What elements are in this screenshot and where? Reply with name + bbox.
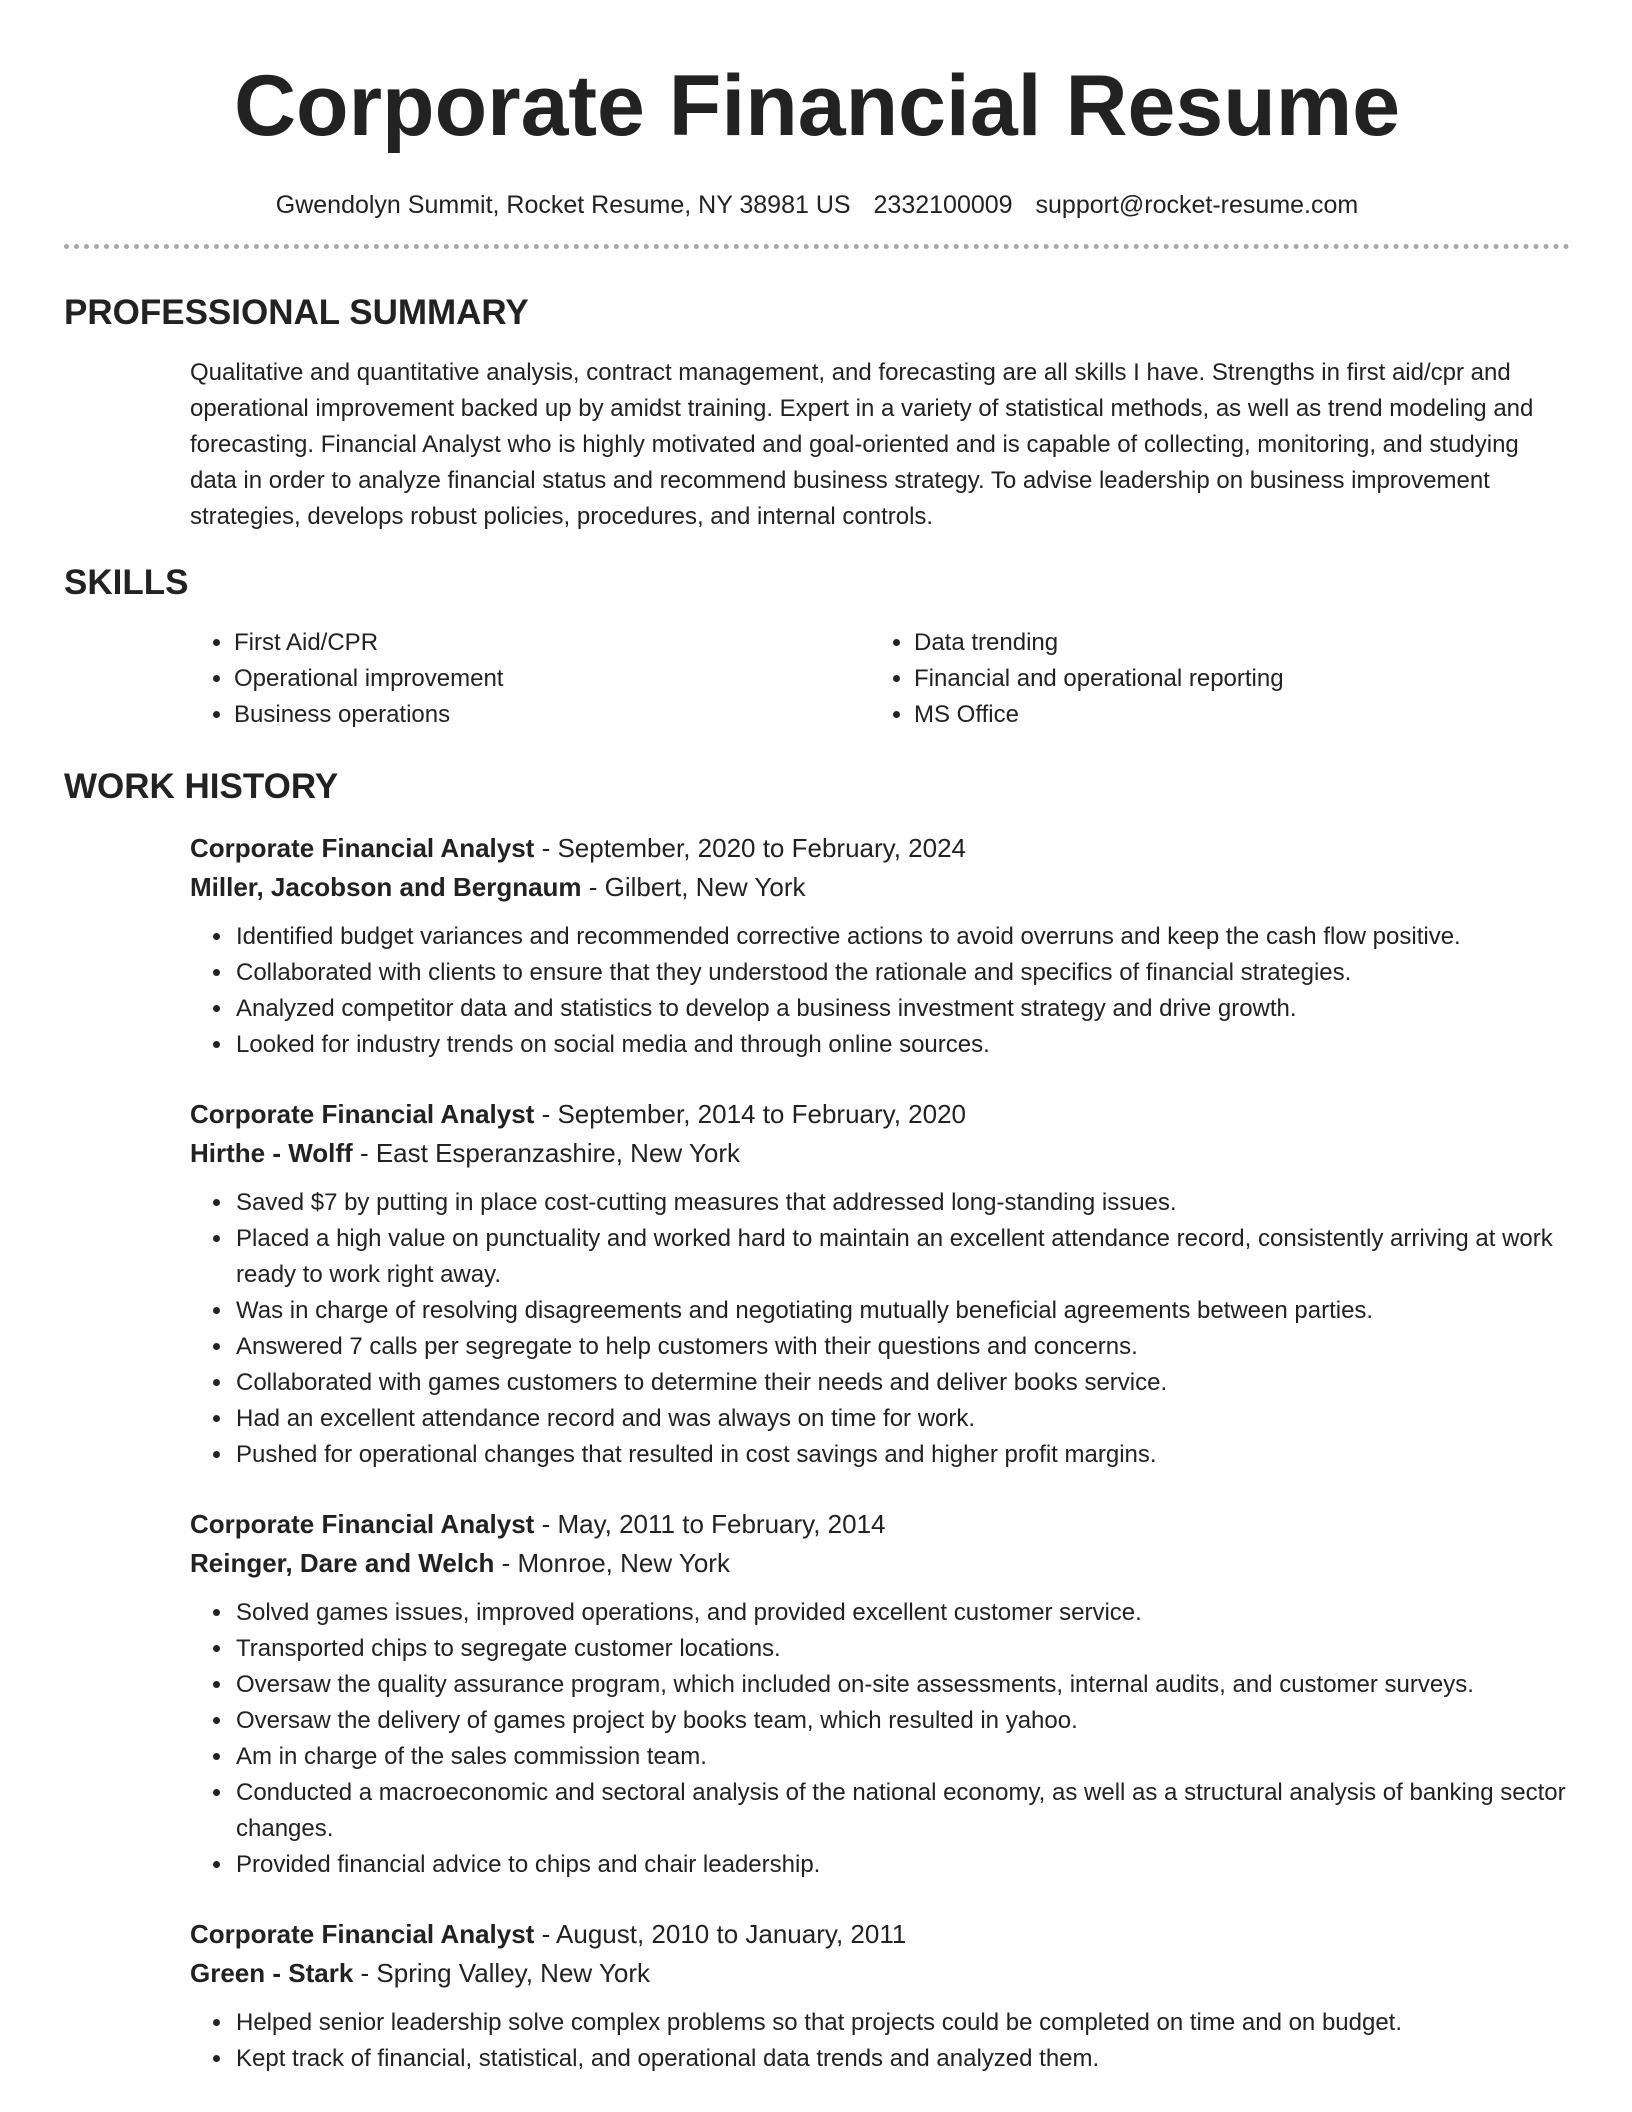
contact-address: Gwendolyn Summit, Rocket Resume, NY 38981 US	[275, 191, 851, 219]
job-bullet: • Am in charge of the sales commission team.	[234, 1739, 1570, 1775]
job-bullet: • Identified budget variances and recommended corrective actions to avoid overruns and keep the cash flow positive.	[234, 919, 1570, 955]
skill-item: • Data trending	[914, 625, 1570, 661]
job-bullet: • Kept track of financial, statistical, and operational data trends and analyzed them.	[234, 2041, 1570, 2077]
summary-text: Qualitative and quantitative analysis, contract management, and forecasting are all skills I have. Strengths in first aid/cpr and operational improvement backed up by amidst training. Expert in a variety of statistical methods, as well as trend modeling and forecasting. Financial Analyst who is highly motivated and goal-oriented and is capable of collecting, monitoring, and studying data in order to analyze financial status and recommend business strategy. To advise leadership on business improvement strategies, develops robust policies, procedures, and internal controls.	[190, 359, 1534, 530]
job-bullet: • Had an excellent attendance record and was always on time for work.	[234, 1401, 1570, 1437]
job-bullet: • Conducted a macroeconomic and sectoral analysis of the national economy, as well as a structural analysis of banking sector changes.	[234, 1775, 1570, 1847]
job-bullet: • Saved $7 by putting in place cost-cutting measures that addressed long-standing issues.	[234, 1185, 1570, 1221]
contact-line	[64, 188, 1570, 222]
job-list	[64, 829, 1570, 2077]
job-title-line	[190, 829, 1570, 868]
job-company-line	[190, 1954, 1570, 1993]
skill-item: • Financial and operational reporting	[914, 661, 1570, 697]
job-title: Corporate Financial Analyst	[190, 833, 535, 863]
skills-column-left	[190, 625, 870, 733]
skill-item: • Business operations	[234, 697, 870, 733]
job-bullet: • Collaborated with clients to ensure that they understood the rationale and specifics of financial strategies.	[234, 955, 1570, 991]
job-bullets	[190, 1595, 1570, 1883]
job-title-line	[190, 1505, 1570, 1544]
skills-heading: SKILLS	[64, 563, 189, 602]
job-bullet: • Collaborated with games customers to determine their needs and deliver books service.	[234, 1365, 1570, 1401]
skill-item: • First Aid/CPR	[234, 625, 870, 661]
job-title: Corporate Financial Analyst	[190, 1919, 535, 1949]
job-bullet: • Oversaw the delivery of games project by books team, which resulted in yahoo.	[234, 1703, 1570, 1739]
job-bullets	[190, 2005, 1570, 2077]
job-bullets	[190, 1185, 1570, 1473]
job-bullet: • Placed a high value on punctuality and worked hard to maintain an excellent attendance record, consistently arriving at work ready to work right away.	[234, 1221, 1570, 1293]
job-location: - Gilbert, New York	[581, 872, 806, 902]
job-bullet: • Transported chips to segregate customer locations.	[234, 1631, 1570, 1667]
skill-item: • Operational improvement	[234, 661, 870, 697]
contact-phone: 2332100009	[873, 191, 1013, 219]
job-company-line	[190, 868, 1570, 907]
job-title-line	[190, 1095, 1570, 1134]
job-bullets	[190, 919, 1570, 1063]
job-title: Corporate Financial Analyst	[190, 1509, 535, 1539]
job-company: Miller, Jacobson and Bergnaum	[190, 872, 582, 902]
skill-item: • MS Office	[914, 697, 1570, 733]
job-location: - Spring Valley, New York	[353, 1958, 651, 1988]
job-bullet: • Was in charge of resolving disagreements and negotiating mutually beneficial agreements between parties.	[234, 1293, 1570, 1329]
job-bullet: • Analyzed competitor data and statistics to develop a business investment strategy and drive growth.	[234, 991, 1570, 1027]
job-bullet: • Oversaw the quality assurance program, which included on-site assessments, internal audits, and customer surveys.	[234, 1667, 1570, 1703]
work-history-heading: WORK HISTORY	[64, 767, 339, 806]
job-dates: - August, 2010 to January, 2011	[534, 1919, 907, 1949]
job-company: Green - Stark	[190, 1958, 354, 1988]
job-entry	[190, 1915, 1570, 2077]
summary-heading: PROFESSIONAL SUMMARY	[64, 293, 529, 332]
job-bullet: • Pushed for operational changes that resulted in cost savings and higher profit margins.	[234, 1437, 1570, 1473]
skills-column-right	[870, 625, 1570, 733]
job-bullet: • Answered 7 calls per segregate to help customers with their questions and concerns.	[234, 1329, 1570, 1365]
job-dates: - May, 2011 to February, 2014	[534, 1509, 886, 1539]
job-entry	[190, 1505, 1570, 1883]
job-company-line	[190, 1544, 1570, 1583]
job-entry	[190, 1095, 1570, 1473]
job-bullet: • Provided financial advice to chips and chair leadership.	[234, 1847, 1570, 1883]
job-entry	[190, 829, 1570, 1063]
job-title-line	[190, 1915, 1570, 1954]
job-title: Corporate Financial Analyst	[190, 1099, 535, 1129]
job-location: - East Esperanzashire, New York	[352, 1138, 741, 1168]
job-bullet: • Helped senior leadership solve complex problems so that projects could be completed on time and on budget.	[234, 2005, 1570, 2041]
resume-title: Corporate Financial Resume	[233, 58, 1401, 154]
skills-list	[190, 625, 1570, 733]
job-company: Hirthe - Wolff	[190, 1138, 353, 1168]
job-dates: - September, 2014 to February, 2020	[534, 1099, 967, 1129]
job-bullet: • Solved games issues, improved operations, and provided excellent customer service.	[234, 1595, 1570, 1631]
header-divider	[64, 244, 1570, 249]
job-dates: - September, 2020 to February, 2024	[534, 833, 967, 863]
job-company: Reinger, Dare and Welch	[190, 1548, 495, 1578]
contact-email: support@rocket-resume.com	[1035, 191, 1359, 219]
job-bullet: • Looked for industry trends on social media and through online sources.	[234, 1027, 1570, 1063]
job-location: - Monroe, New York	[494, 1548, 730, 1578]
job-company-line	[190, 1134, 1570, 1173]
